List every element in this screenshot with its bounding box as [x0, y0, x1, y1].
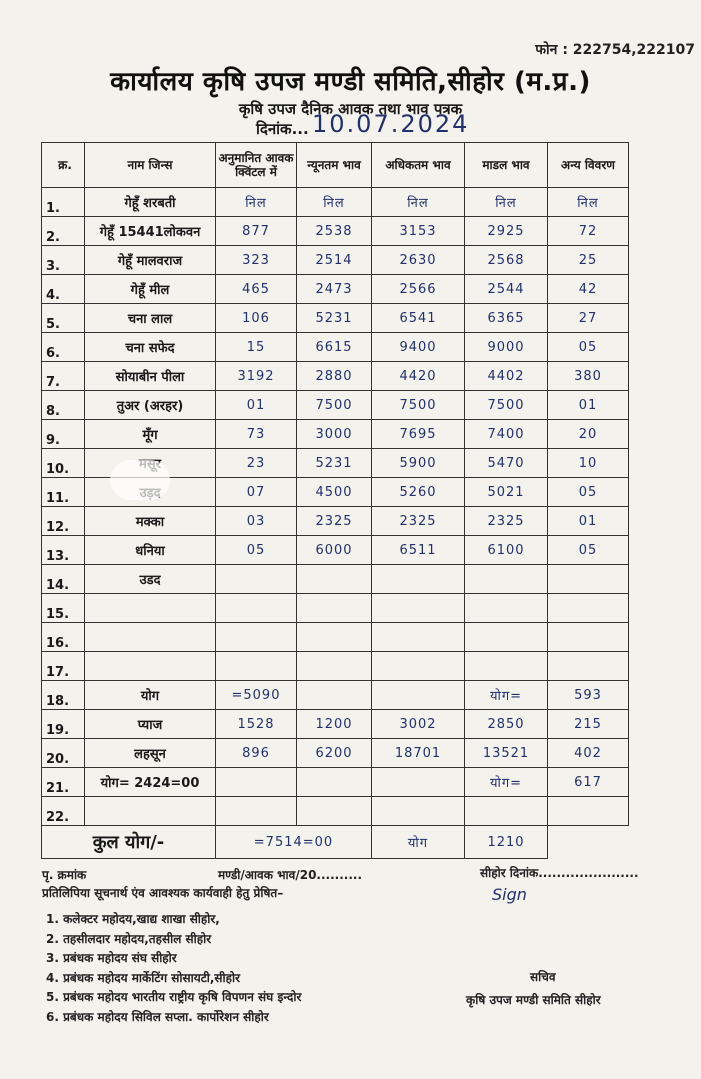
cell-other: 72	[548, 217, 629, 246]
cell-min: 6000	[297, 536, 372, 565]
cell-arr: 3192	[216, 362, 297, 391]
document-subtitle: कृषि उपज दैनिक आवक तथा भाव पत्रक	[238, 100, 463, 118]
cell-n: 3.	[42, 246, 85, 275]
cell-min	[297, 652, 372, 681]
cell-arr: 896	[216, 739, 297, 768]
cell-name: तुअर (अरहर)	[85, 391, 216, 420]
cell-other: 593	[548, 681, 629, 710]
cell-name	[85, 594, 216, 623]
cell-arr: =5090	[216, 681, 297, 710]
white-smudge	[110, 460, 170, 500]
cell-arr: 03	[216, 507, 297, 536]
col-min-price: न्यूनतम भाव	[297, 143, 372, 188]
cell-arr: 23	[216, 449, 297, 478]
total-cell: योग	[372, 826, 465, 859]
cell-max: 7500	[372, 391, 465, 420]
col-arrival: अनुमानित आवक क्विंटल में	[216, 143, 297, 188]
cell-name: गेहूँ शरबती	[85, 188, 216, 217]
cell-max	[372, 623, 465, 652]
cell-name: सोयाबीन पीला	[85, 362, 216, 391]
cell-model: 5021	[465, 478, 548, 507]
cell-model: 2925	[465, 217, 548, 246]
cell-name: योग= 2424=00	[85, 768, 216, 797]
recipient-item: 3. प्रबंधक महोदय संघ सीहोर	[46, 951, 177, 965]
cell-name: लहसून	[85, 739, 216, 768]
cell-other: 380	[548, 362, 629, 391]
cell-model: 2325	[465, 507, 548, 536]
cell-other: 01	[548, 391, 629, 420]
cell-model: 6100	[465, 536, 548, 565]
cell-min: 6615	[297, 333, 372, 362]
cell-max: 3153	[372, 217, 465, 246]
cell-n: 7.	[42, 362, 85, 391]
cell-min	[297, 565, 372, 594]
cell-max: 2630	[372, 246, 465, 275]
recipient-item: 4. प्रबंधक महोदय मार्केटिंग सोसायटी,सीहोर	[46, 970, 241, 985]
cell-model: 6365	[465, 304, 548, 333]
table-row	[42, 420, 629, 449]
cell-max: 9400	[372, 333, 465, 362]
cell-n: 8.	[42, 391, 85, 420]
cell-min: 2880	[297, 362, 372, 391]
cell-max	[372, 681, 465, 710]
cell-n: 12.	[42, 507, 85, 536]
cell-other	[548, 797, 629, 826]
cell-n: 15.	[42, 594, 85, 623]
cell-model: 2568	[465, 246, 548, 275]
cell-other: 617	[548, 768, 629, 797]
total-cell: 1210	[465, 826, 548, 859]
total-row	[42, 826, 629, 859]
cell-n: 13.	[42, 536, 85, 565]
cell-model: योग=	[465, 768, 548, 797]
committee-name: कृषि उपज मण्डी समिति सीहोर	[466, 993, 601, 1007]
cell-max	[372, 797, 465, 826]
table-row	[42, 710, 629, 739]
copy-note: प्रतिलिपिया सूचनार्थ एंव आवश्यक कार्यवाही हेतु प्रेषित–	[42, 886, 284, 900]
cell-name	[85, 652, 216, 681]
cell-n: 10.	[42, 449, 85, 478]
cell-max	[372, 652, 465, 681]
cell-min	[297, 797, 372, 826]
cell-min: निल	[297, 188, 372, 217]
cell-model: 9000	[465, 333, 548, 362]
cell-arr: 05	[216, 536, 297, 565]
col-other: अन्य विवरण	[548, 143, 629, 188]
cell-other	[548, 623, 629, 652]
date-value: 10.07.2024	[312, 110, 470, 138]
cell-max: 6511	[372, 536, 465, 565]
cell-min: 3000	[297, 420, 372, 449]
table-row	[42, 623, 629, 652]
cell-n: 1.	[42, 188, 85, 217]
table-row	[42, 768, 629, 797]
cell-arr	[216, 594, 297, 623]
cell-max: 2325	[372, 507, 465, 536]
signature: Sign	[492, 885, 527, 904]
recipient-item: 6. प्रबंधक महोदय सिविल सप्ला. कार्पोरेशन सीहोर	[46, 1009, 269, 1024]
cell-name: गेहूँ मालवराज	[85, 246, 216, 275]
cell-other: 05	[548, 536, 629, 565]
col-model-price: माडल भाव	[465, 143, 548, 188]
cell-arr: 07	[216, 478, 297, 507]
cell-model	[465, 797, 548, 826]
table-row	[42, 507, 629, 536]
cell-name: योग	[85, 681, 216, 710]
cell-other: 20	[548, 420, 629, 449]
cell-other	[548, 594, 629, 623]
cell-other	[548, 652, 629, 681]
cell-min	[297, 681, 372, 710]
cell-n: 20.	[42, 739, 85, 768]
table-row	[42, 536, 629, 565]
cell-min: 1200	[297, 710, 372, 739]
cell-min: 2325	[297, 507, 372, 536]
cell-min: 2473	[297, 275, 372, 304]
cell-n: 4.	[42, 275, 85, 304]
cell-arr: 73	[216, 420, 297, 449]
cell-max: 3002	[372, 710, 465, 739]
table-row	[42, 217, 629, 246]
phone-numbers: फोन : 222754,222107	[535, 42, 695, 58]
cell-min: 5231	[297, 449, 372, 478]
cell-model	[465, 565, 548, 594]
col-commodity: नाम जिन्स	[85, 143, 216, 188]
table-row	[42, 797, 629, 826]
cell-n: 21.	[42, 768, 85, 797]
cell-model: 5470	[465, 449, 548, 478]
cell-other: 10	[548, 449, 629, 478]
cell-name	[85, 797, 216, 826]
total-cell: कुल योग/-	[42, 826, 216, 859]
cell-model: 7400	[465, 420, 548, 449]
cell-arr	[216, 565, 297, 594]
table-row	[42, 739, 629, 768]
cell-name: मूँग	[85, 420, 216, 449]
cell-min: 2538	[297, 217, 372, 246]
cell-n: 5.	[42, 304, 85, 333]
cell-other: निल	[548, 188, 629, 217]
secretary-label: सचिव	[530, 970, 556, 984]
cell-min	[297, 594, 372, 623]
cell-max: 18701	[372, 739, 465, 768]
cell-arr	[216, 623, 297, 652]
cell-n: 22.	[42, 797, 85, 826]
cell-model	[465, 652, 548, 681]
recipient-item: 2. तहसीलदार महोदय,तहसील सीहोर	[46, 931, 212, 946]
cell-other: 01	[548, 507, 629, 536]
cell-name: गेहूँ मील	[85, 275, 216, 304]
cell-n: 18.	[42, 681, 85, 710]
cell-n: 14.	[42, 565, 85, 594]
cell-max: 4420	[372, 362, 465, 391]
cell-model: निल	[465, 188, 548, 217]
reference-number: पृ. क्रमांक	[42, 868, 87, 882]
cell-model	[465, 594, 548, 623]
table-row	[42, 391, 629, 420]
cell-min	[297, 623, 372, 652]
table-row	[42, 304, 629, 333]
date-label: दिनांक...	[256, 120, 309, 138]
cell-arr: 465	[216, 275, 297, 304]
table-row	[42, 246, 629, 275]
cell-max	[372, 768, 465, 797]
cell-name: चना सफेद	[85, 333, 216, 362]
cell-arr: 323	[216, 246, 297, 275]
cell-n: 17.	[42, 652, 85, 681]
cell-max: 2566	[372, 275, 465, 304]
cell-min: 4500	[297, 478, 372, 507]
cell-max: 7695	[372, 420, 465, 449]
cell-model: 4402	[465, 362, 548, 391]
cell-name: मक्का	[85, 507, 216, 536]
cell-max	[372, 565, 465, 594]
cell-max: 6541	[372, 304, 465, 333]
cell-name: गेहूँ 15441लोकवन	[85, 217, 216, 246]
cell-arr: निल	[216, 188, 297, 217]
cell-arr: 877	[216, 217, 297, 246]
cell-n: 19.	[42, 710, 85, 739]
table-row	[42, 275, 629, 304]
cell-name	[85, 623, 216, 652]
cell-min: 6200	[297, 739, 372, 768]
cell-other: 215	[548, 710, 629, 739]
cell-arr: 01	[216, 391, 297, 420]
recipient-item: 5. प्रबंधक महोदय भारतीय राष्ट्रीय कृषि विपणन संघ इन्दोर	[46, 990, 302, 1004]
cell-other: 402	[548, 739, 629, 768]
cell-other: 25	[548, 246, 629, 275]
cell-model: 2544	[465, 275, 548, 304]
cell-min	[297, 768, 372, 797]
sehore-date: सीहोर दिनांक......................	[480, 866, 639, 880]
office-title: कार्यालय कृषि उपज मण्डी समिति,सीहोर (म.प्र.)	[110, 67, 591, 97]
cell-min: 5231	[297, 304, 372, 333]
mandi-reference: मण्डी/आवक भाव/20..........	[218, 868, 363, 882]
cell-name: चना लाल	[85, 304, 216, 333]
cell-arr: 1528	[216, 710, 297, 739]
cell-n: 9.	[42, 420, 85, 449]
cell-max: 5900	[372, 449, 465, 478]
cell-other: 42	[548, 275, 629, 304]
cell-max: 5260	[372, 478, 465, 507]
cell-max: निल	[372, 188, 465, 217]
cell-arr	[216, 797, 297, 826]
cell-other: 05	[548, 333, 629, 362]
cell-name: प्याज	[85, 710, 216, 739]
table-row	[42, 652, 629, 681]
table-row	[42, 362, 629, 391]
cell-arr	[216, 768, 297, 797]
cell-model: योग=	[465, 681, 548, 710]
col-serial: क्र.	[42, 143, 85, 188]
table-row	[42, 594, 629, 623]
cell-n: 6.	[42, 333, 85, 362]
cell-n: 11.	[42, 478, 85, 507]
cell-min: 2514	[297, 246, 372, 275]
cell-min: 7500	[297, 391, 372, 420]
cell-arr	[216, 652, 297, 681]
cell-max	[372, 594, 465, 623]
cell-model: 7500	[465, 391, 548, 420]
cell-model: 2850	[465, 710, 548, 739]
cell-arr: 106	[216, 304, 297, 333]
cell-n: 16.	[42, 623, 85, 652]
table-row	[42, 333, 629, 362]
table-row	[42, 681, 629, 710]
col-max-price: अधिकतम भाव	[372, 143, 465, 188]
cell-other	[548, 565, 629, 594]
total-cell: =7514=00	[216, 826, 372, 859]
price-table	[41, 142, 629, 859]
cell-other: 05	[548, 478, 629, 507]
cell-n: 2.	[42, 217, 85, 246]
recipient-item: 1. कलेक्टर महोदय,खाद्य शाखा सीहोर,	[46, 912, 220, 926]
table-header-row	[42, 143, 629, 188]
table-row	[42, 565, 629, 594]
cell-name: उडद	[85, 565, 216, 594]
cell-model	[465, 623, 548, 652]
table-row	[42, 188, 629, 217]
cell-name: धनिया	[85, 536, 216, 565]
cell-model: 13521	[465, 739, 548, 768]
cell-other: 27	[548, 304, 629, 333]
cell-arr: 15	[216, 333, 297, 362]
